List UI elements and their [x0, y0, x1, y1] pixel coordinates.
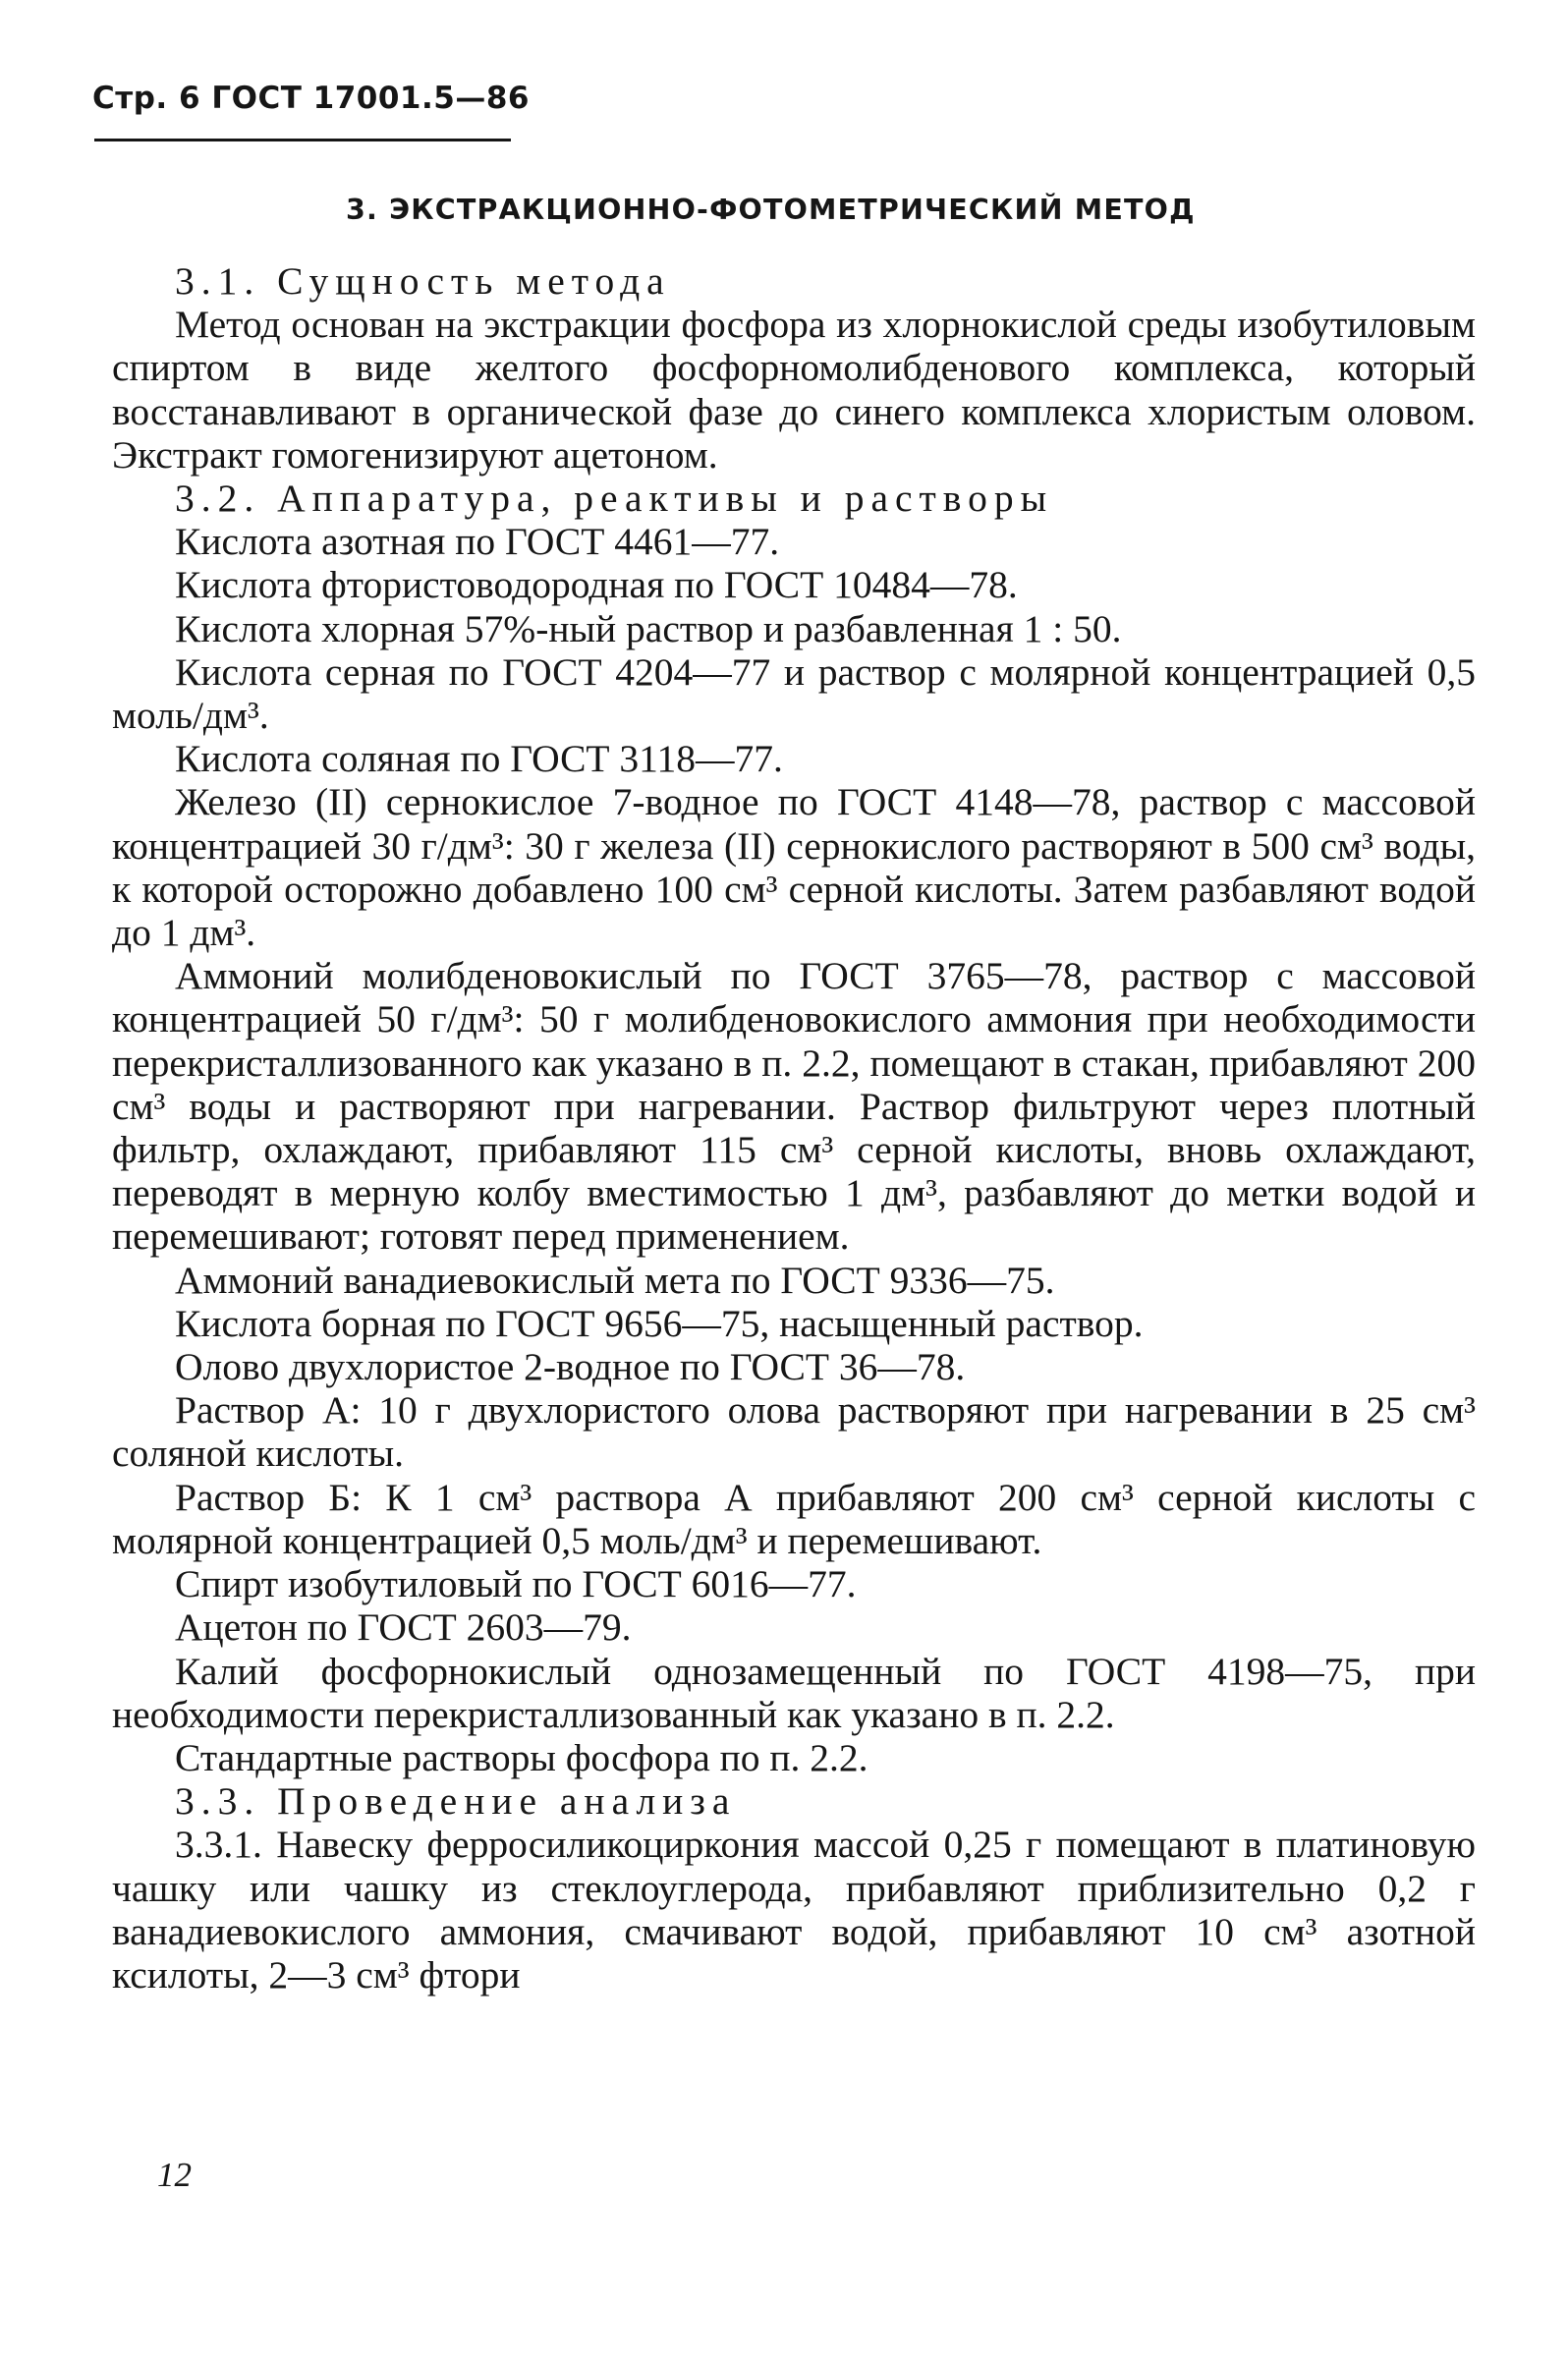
subsection-heading: 3.3. Проведение анализа [175, 1779, 737, 1824]
paragraph: Раствор Б: К 1 см³ раствора А прибавляют 200 см³ серной кислоты с молярной концентрацией 0,5 моль/дм³ и перемешивают. [112, 1475, 1476, 1562]
paragraph: Кислота соляная по ГОСТ 3118—77. [175, 737, 783, 781]
paragraph: Железо (II) сернокислое 7-водное по ГОСТ 4148—78, раствор с массовой концентрацией 30 г/дм³: 30 г железа (II) сернокислого растворяют в 500 см³ воды, к которой осторожно добавлено 100 см³ серной кислоты. Затем разбавляют водой до 1 дм³. [112, 780, 1476, 955]
header-rule [94, 139, 511, 141]
section-title: 3. ЭКСТРАКЦИОННО-ФОТОМЕТРИЧЕСКИЙ МЕТОД [346, 194, 1196, 226]
page-header: Стр. 6 ГОСТ 17001.5—86 [92, 81, 530, 116]
paragraph: Раствор А: 10 г двухлористого олова растворяют при нагревании в 25 см³ соляной кислоты. [112, 1388, 1476, 1476]
paragraph: Олово двухлористое 2-водное по ГОСТ 36—78. [175, 1345, 966, 1389]
paragraph: Спирт изобутиловый по ГОСТ 6016—77. [175, 1562, 857, 1606]
body-text [112, 259, 1476, 1996]
page-number: 12 [157, 2156, 192, 2194]
paragraph: Стандартные растворы фосфора по п. 2.2. [175, 1735, 868, 1779]
paragraph: Ацетон по ГОСТ 2603—79. [175, 1605, 632, 1650]
subsection-heading: 3.2. Аппаратура, реактивы и растворы [175, 477, 1054, 521]
paragraph: 3.3.1. Навеску ферросиликоциркония массой 0,25 г помещают в платиновую чашку или чашку из стеклоуглерода, прибавляют приблизительно 0,2 г ванадиевокислого аммония, смачивают водой, прибавляют 10 см³ азотной ксилоты, 2—3 см³ фтори [112, 1823, 1476, 1996]
paragraph: Аммоний ванадиевокислый мета по ГОСТ 9336—75. [175, 1258, 1055, 1302]
paragraph: Кислота борная по ГОСТ 9656—75, насыщенный раствор. [175, 1301, 1144, 1345]
paragraph: Кислота азотная по ГОСТ 4461—77. [175, 520, 780, 564]
paragraph: Кислота фтористоводородная по ГОСТ 10484—78. [175, 563, 1018, 607]
subsection-heading: 3.1. Сущность метода [175, 259, 671, 303]
paragraph: Метод основан на экстракции фосфора из хлорнокислой среды изобутиловым спиртом в виде желтого фосфорномолибденового комплекса, который восстанавливают в органической фазе до синего комплекса хлористым оловом. Экстракт гомогенизируют ацетоном. [112, 303, 1476, 477]
paragraph: Калий фосфорнокислый однозамещенный по ГОСТ 4198—75, при необходимости перекристаллизованный как указано в п. 2.2. [112, 1649, 1476, 1736]
paragraph: Кислота серная по ГОСТ 4204—77 и раствор с молярной концентрацией 0,5 моль/дм³. [112, 649, 1476, 738]
paragraph: Аммоний молибденовокислый по ГОСТ 3765—78, раствор с массовой концентрацией 50 г/дм³: 50 г молибденовокислого аммония при необходимости перекристаллизованного как указано в п. 2.2, помещают в стакан, прибавляют 200 см³ воды и растворяют при нагревании. Раствор фильтруют через плотный фильтр, охлаждают, прибавляют 115 см³ серной кислоты, вновь охлаждают, переводят в мерную колбу вместимостью 1 дм³, разбавляют до метки водой и перемешивают; готовят перед применением. [112, 954, 1476, 1259]
paragraph: Кислота хлорная 57%-ный раствор и разбавленная 1 : 50. [175, 606, 1122, 650]
